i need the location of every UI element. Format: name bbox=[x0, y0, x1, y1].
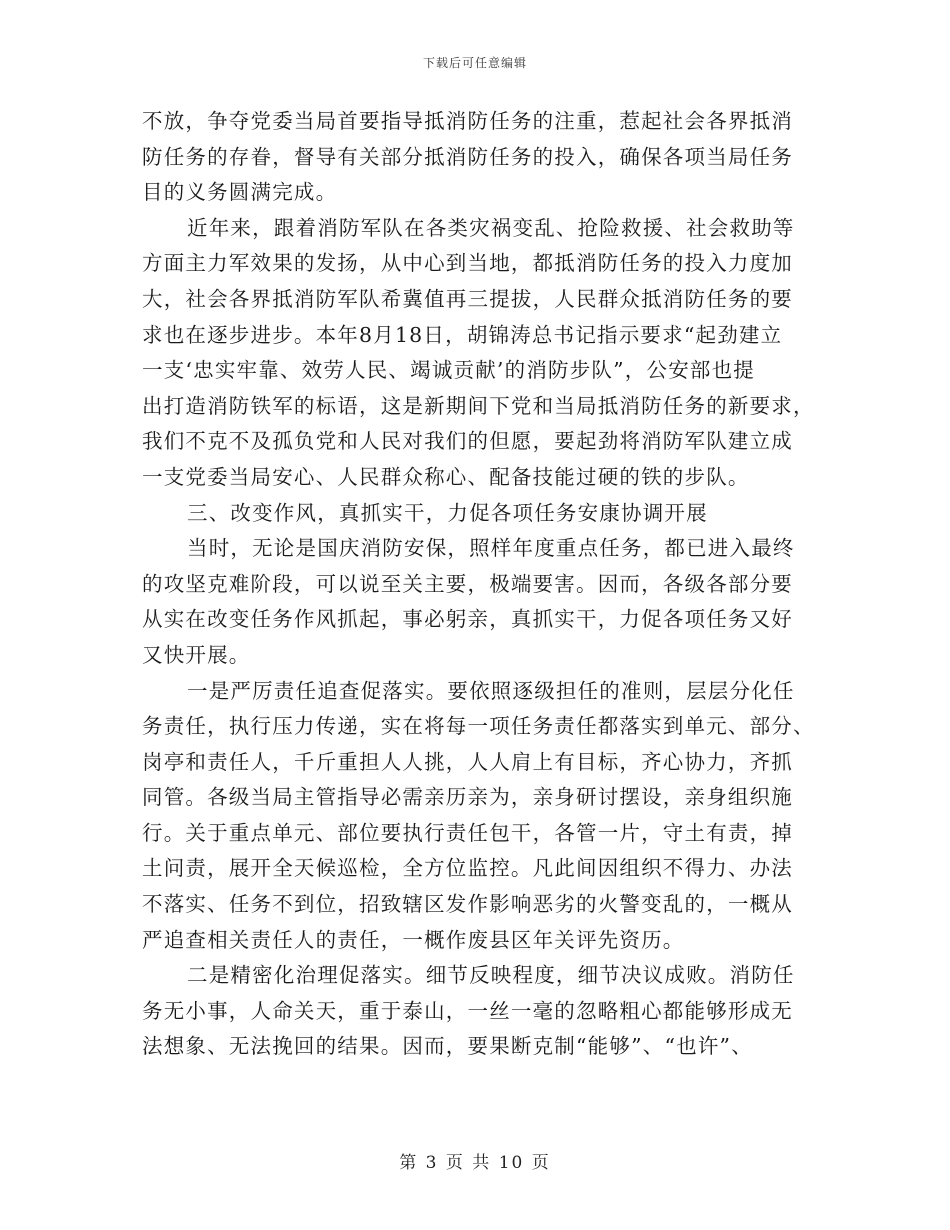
paragraph bbox=[142, 496, 812, 532]
text-line: 严追查相关责任人的责任，一概作废县区年关评先资历。 bbox=[142, 927, 685, 952]
text-line: 不放，争夺党委当局首要指导抵消防任务的注重，惹起社会各界抵消 bbox=[142, 109, 793, 133]
text-line: 防任务的存眷，督导有关部分抵消防任务的投入，确保各项当局任务 bbox=[142, 144, 793, 169]
text-line: 从实在改变任务作风抓起，事必躬亲，真抓实干，力促各项任务又好 bbox=[142, 607, 793, 632]
text-line: 大，社会各界抵消防军队希冀值再三提拔，人民群众抵消防任务的要 bbox=[142, 286, 793, 311]
text-line: 务责任，执行压力传递，实在将每一项任务责任都落实到单元、部分、 bbox=[142, 714, 815, 739]
text-line: 一支党委当局安心、人民群众称心、配备技能过硬的铁的步队。 bbox=[142, 464, 750, 489]
document-body bbox=[142, 104, 815, 1065]
text-line: 当时，无论是国庆消防安保，照样年度重点任务，都已进入最终 bbox=[187, 536, 795, 561]
paragraph bbox=[142, 958, 812, 1065]
page-header: 下载后可任意编辑 bbox=[422, 56, 527, 70]
text-line: 同管。各级当局主管指导必需亲历亲为，亲身研讨摆设，亲身组织施 bbox=[142, 785, 793, 810]
text-line: 我们不克不及孤负党和人民对我们的但愿，要起劲将消防军队建立成 bbox=[142, 429, 793, 454]
text-line: 务无小事，人命关天，重于泰山，一丝一毫的忽略粗心都能够形成无 bbox=[142, 998, 793, 1023]
text-line: 的攻坚克难阶段，可以说至关主要，极端要害。因而，各级各部分要 bbox=[142, 571, 793, 596]
paragraph bbox=[142, 211, 815, 496]
text-line: 三、改变作风，真抓实干，力促各项任务安康协调开展 bbox=[187, 500, 708, 525]
text-line: 岗亭和责任人，千斤重担人人挑，人人肩上有目标，齐心协力，齐抓 bbox=[142, 749, 793, 774]
text-line: 目的义务圆满完成。 bbox=[142, 180, 338, 205]
text-line: 行。关于重点单元、部位要执行责任包干，各管一片，守土有责，掉 bbox=[142, 820, 793, 845]
text-line: 一支‘忠实牢靠、效劳人民、竭诚贡献’的消防步队”，公安部也提 bbox=[142, 358, 756, 383]
text-line: 法想象、无法挽回的结果。因而，要果断克制“能够”、“也许”、 bbox=[142, 1034, 753, 1059]
text-line: 方面主力军效果的发扬，从中心到当地，都抵消防任务的投入力度加 bbox=[142, 251, 793, 276]
text-line: 又快开展。 bbox=[142, 642, 251, 667]
text-line: 近年来，跟着消防军队在各类灾祸变乱、抢险救援、社会救助等 bbox=[187, 215, 795, 240]
text-line: 求也在逐步进步。本年8月18日，胡锦涛总书记指示要求“起劲建立 bbox=[142, 322, 783, 347]
page-footer: 第 3 页 共 10 页 bbox=[399, 1153, 551, 1173]
text-line: 不落实、任务不到位，招致辖区发作影响恶劣的火警变乱的，一概从 bbox=[142, 892, 793, 917]
paragraph bbox=[142, 531, 812, 673]
paragraph bbox=[142, 674, 815, 959]
text-line: 土问责，展开全天候巡检，全方位监控。凡此间因组织不得力、办法 bbox=[142, 856, 793, 881]
text-line: 二是精密化治理促落实。细节反映程度，细节决议成败。消防任 bbox=[187, 963, 795, 988]
text-line: 出打造消防铁军的标语，这是新期间下党和当局抵消防任务的新要求， bbox=[142, 393, 815, 418]
text-line: 一是严厉责任追查促落实。要依照逐级担任的准则，层层分化任 bbox=[187, 678, 795, 703]
paragraph bbox=[142, 104, 812, 211]
